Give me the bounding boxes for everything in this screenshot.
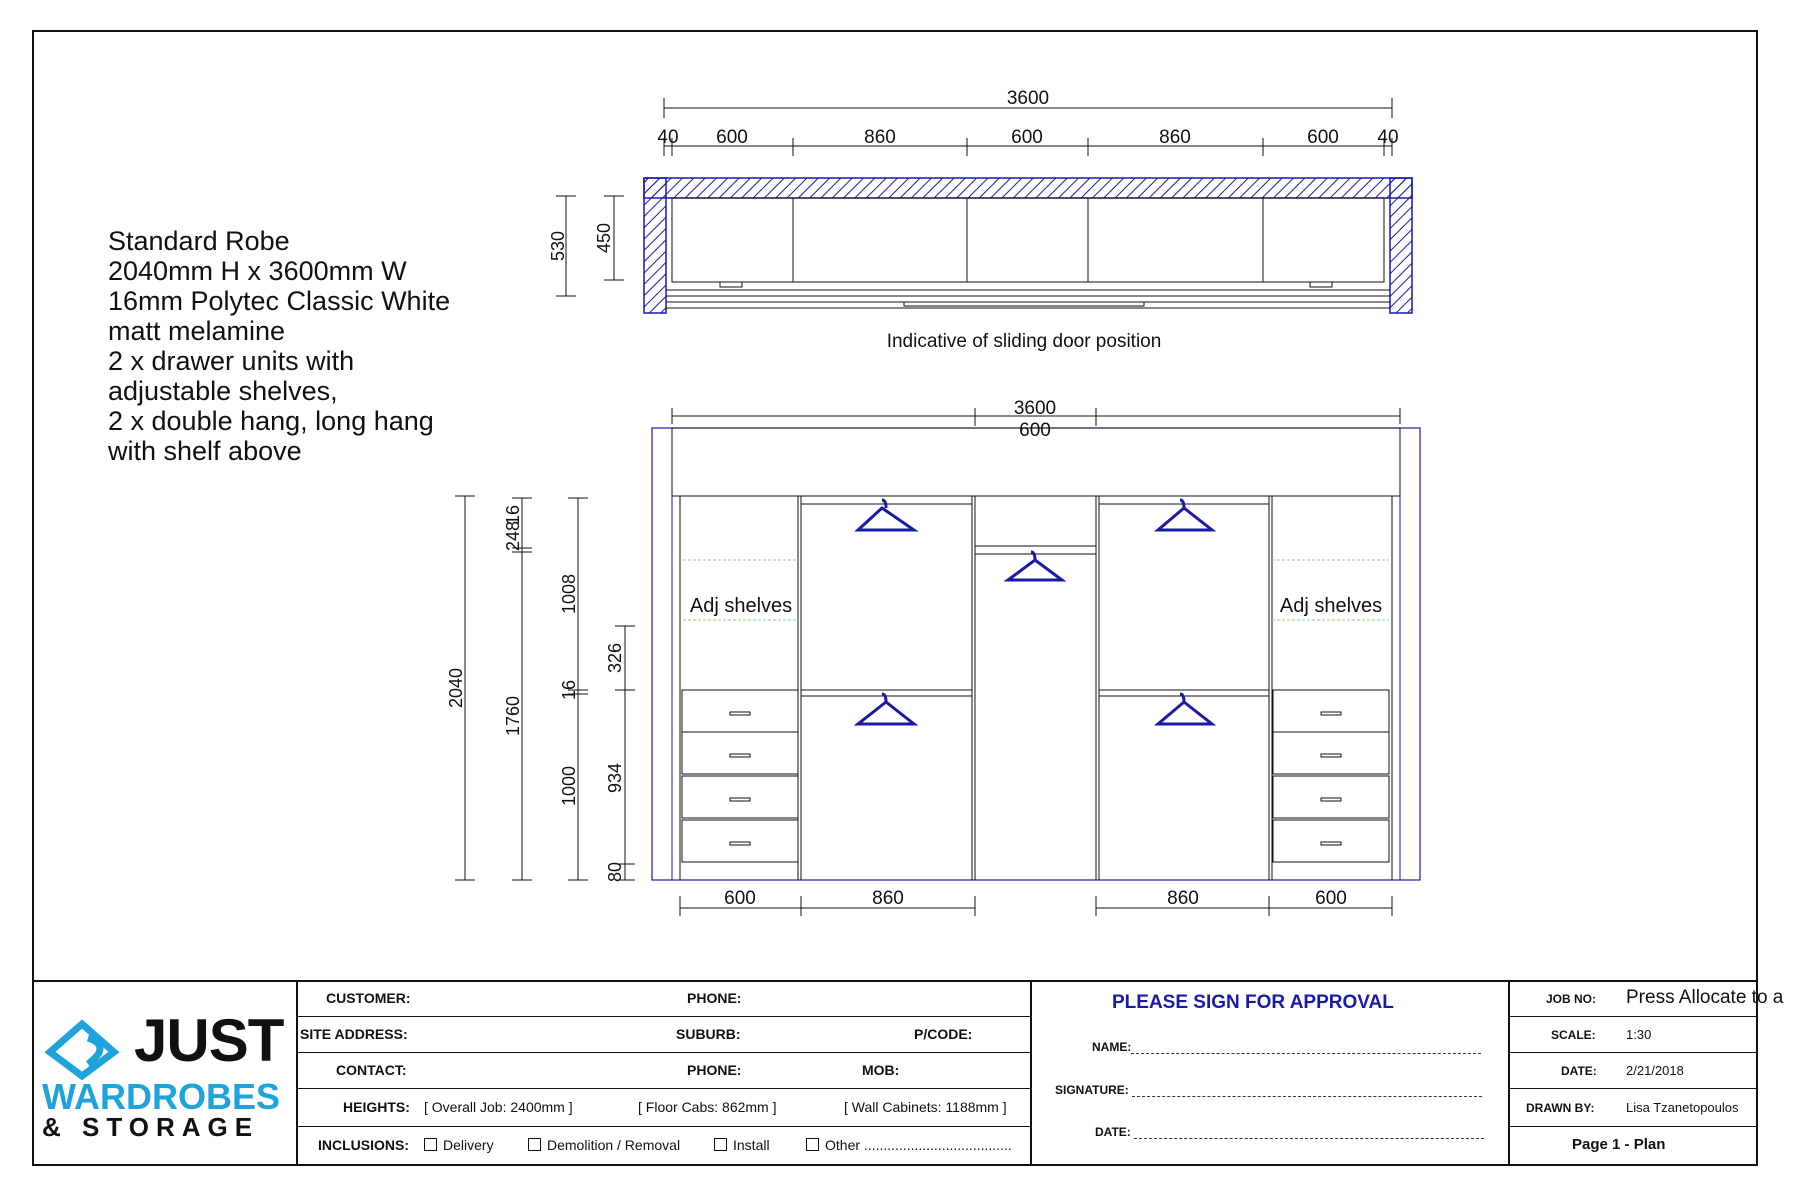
desc-line: 2040mm H x 3600mm W: [108, 256, 407, 286]
approval-signature[interactable]: [1055, 1083, 1482, 1097]
plan-seg-dim: 40: [657, 127, 679, 148]
desc-line: matt melamine: [108, 316, 286, 346]
inclusion-other-label: Other ......................................: [825, 1137, 1012, 1153]
plan-seg-dim: 860: [864, 127, 896, 148]
plan-depth-outer: 530: [548, 230, 568, 262]
hanger-icon: [1158, 694, 1212, 724]
phone2-label: PHONE:: [687, 1062, 742, 1078]
elev-overall-dim: 3600: [1013, 398, 1057, 419]
approval-heading: PLEASE SIGN FOR APPROVAL: [1112, 992, 1394, 1013]
desc-line: 16mm Polytec Classic White: [108, 286, 451, 316]
height-934: 934: [605, 762, 625, 794]
plan-seg-dim: 860: [1159, 127, 1191, 148]
width-dim: 600: [724, 888, 756, 909]
plan-seg-dim: 40: [1377, 127, 1399, 148]
inclusions-label: INCLUSIONS:: [318, 1137, 409, 1153]
hanger-icon: [858, 694, 914, 724]
drawn-by-value: Lisa Tzanetopoulos: [1626, 1100, 1739, 1115]
height-326: 326: [605, 642, 625, 674]
hanger-icon: [1008, 552, 1062, 580]
height-16b: 16: [559, 679, 579, 701]
inclusion-demolition-label: Demolition / Removal: [547, 1137, 681, 1153]
pcode-label: P/CODE:: [914, 1026, 973, 1042]
job-no-label: JOB NO:: [1546, 992, 1597, 1006]
height-16: 16: [503, 504, 523, 526]
desc-line: 2 x double hang, long hang: [108, 406, 434, 436]
date-info-value: 2/21/2018: [1626, 1063, 1684, 1078]
adj-shelves-right: Adj shelves: [1279, 595, 1383, 617]
phone-label: PHONE:: [687, 990, 742, 1006]
signature-label: SIGNATURE:: [1055, 1083, 1129, 1097]
desc-line: with shelf above: [108, 436, 302, 466]
name-label: NAME:: [1092, 1040, 1132, 1054]
plan-cabinets: [666, 198, 1390, 308]
width-dim: 860: [872, 888, 904, 909]
job-no-value[interactable]: Press Allocate to a: [1626, 987, 1784, 1008]
height-248: 248: [503, 520, 523, 552]
sliding-door-note: Indicative of sliding door position: [886, 331, 1162, 352]
inclusion-delivery[interactable]: [424, 1137, 494, 1153]
inclusion-install-label: Install: [733, 1137, 770, 1153]
elevation-view: [652, 408, 1420, 880]
desc-line: adjustable shelves,: [108, 376, 338, 406]
plan-seg-dim: 600: [716, 127, 748, 148]
approval-name[interactable]: [1092, 1040, 1481, 1054]
brand-line-3: & STORAGE: [42, 1112, 260, 1142]
inclusion-other[interactable]: [806, 1137, 1012, 1153]
drawer-unit-right: [1273, 690, 1389, 862]
height-80: 80: [605, 861, 625, 883]
plan-depth-inner: 450: [594, 222, 614, 254]
contact-label: CONTACT:: [336, 1062, 407, 1078]
plan-seg-dim: 600: [1307, 127, 1339, 148]
brand-line-1: JUST: [134, 1007, 284, 1074]
drawer-unit-left: [682, 690, 798, 862]
title-block: [32, 980, 1784, 1166]
date-line[interactable]: [1134, 1138, 1484, 1139]
overall-job-height: [ Overall Job: 2400mm ]: [424, 1099, 573, 1115]
width-dim: 860: [1167, 888, 1199, 909]
mob-label: MOB:: [862, 1062, 900, 1078]
suburb-label: SUBURB:: [676, 1026, 741, 1042]
plan-overall-dim: 3600: [1006, 88, 1050, 109]
floor-cabs-height: [ Floor Cabs: 862mm ]: [638, 1099, 777, 1115]
height-dimensions: [455, 496, 635, 883]
signature-line[interactable]: [1132, 1096, 1482, 1097]
desc-line: Standard Robe: [108, 226, 290, 256]
width-dim: 600: [1315, 888, 1347, 909]
page-label: Page 1 - Plan: [1572, 1136, 1666, 1153]
inclusion-delivery-label: Delivery: [443, 1137, 494, 1153]
elev-top-shelf-dim: 600: [1019, 420, 1051, 441]
inclusion-install[interactable]: [714, 1137, 770, 1153]
inclusion-demolition[interactable]: [528, 1137, 680, 1153]
site-address-label: SITE ADDRESS:: [300, 1026, 408, 1042]
plan-seg-dim: 600: [1011, 127, 1043, 148]
checkbox-icon[interactable]: [806, 1138, 819, 1151]
height-2040: 2040: [446, 667, 466, 709]
name-line[interactable]: [1131, 1053, 1481, 1054]
adj-shelves-left: Adj shelves: [689, 595, 793, 617]
width-dimensions: [680, 896, 1392, 916]
scale-value: 1:30: [1626, 1027, 1652, 1042]
date-label: DATE:: [1095, 1125, 1131, 1139]
approval-date[interactable]: [1095, 1125, 1484, 1139]
company-logo: [42, 1004, 292, 1144]
customer-label: CUSTOMER:: [326, 990, 411, 1006]
checkbox-icon[interactable]: [424, 1138, 437, 1151]
logo-mark-icon: [42, 1012, 142, 1082]
brand-line-2: WARDROBES: [42, 1076, 281, 1117]
drawn-by-label: DRAWN BY:: [1526, 1101, 1595, 1115]
wall-cabs-height: [ Wall Cabinets: 1188mm ]: [844, 1099, 1007, 1115]
scale-label: SCALE:: [1551, 1028, 1596, 1042]
height-1008: 1008: [559, 573, 579, 615]
height-1000: 1000: [559, 765, 579, 807]
desc-line: 2 x drawer units with: [108, 346, 355, 376]
heights-label: HEIGHTS:: [343, 1099, 410, 1115]
checkbox-icon[interactable]: [528, 1138, 541, 1151]
date-info-label: DATE:: [1561, 1064, 1597, 1078]
checkbox-icon[interactable]: [714, 1138, 727, 1151]
height-1760: 1760: [503, 695, 523, 737]
